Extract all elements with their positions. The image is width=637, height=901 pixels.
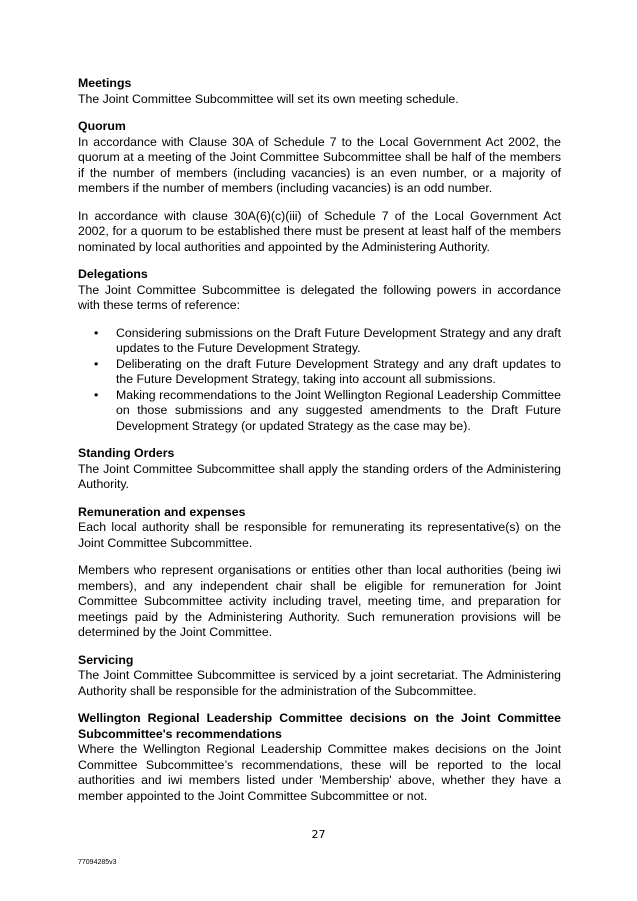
- heading-wrlc-decisions: Wellington Regional Leadership Committee decisions on the Joint Committee Subcommittee's recommendations: [78, 711, 561, 741]
- heading-remuneration: Remuneration and expenses: [78, 504, 246, 519]
- section-meetings: [78, 76, 561, 107]
- quorum-paragraph-2: In accordance with clause 30A(6)(c)(iii) of Schedule 7 of the Local Government Act 2002, for a quorum to be established there must be present at least half of the members nominated by local authorities and appointed by the Administering Authority.: [78, 208, 561, 254]
- heading-meetings: Meetings: [78, 76, 132, 90]
- meetings-text: The Joint Committee Subcommittee will set its own meeting schedule.: [78, 91, 459, 106]
- list-item-text: Making recommendations to the Joint Wellington Regional Leadership Committee on those submissions and any suggested amendments to the Draft Future Development Strategy (or updated Strategy as the case may be).: [116, 387, 561, 433]
- remuneration-paragraph-2: Members who represent organisations or entities other than local authorities (being iwi members), and any independent chair shall be eligible for remuneration for Joint Committee Subcommittee activity including travel, meeting time, and preparation for meetings paid by the Administering Authority. Such remuneration provisions will be determined by the Joint Committee.: [78, 563, 561, 639]
- heading-delegations: Delegations: [78, 267, 148, 281]
- section-quorum: [78, 119, 561, 255]
- quorum-paragraph-1: In accordance with Clause 30A of Schedule 7 to the Local Government Act 2002, the quorum at a meeting of the Joint Committee Subcommittee shall be half of the members if the number of members (including vacancies) is an even number, or a majority of members if the number of members (including vacancies) is an odd number.: [78, 134, 561, 195]
- delegations-intro: The Joint Committee Subcommittee is delegated the following powers in accordance with these terms of reference:: [78, 282, 561, 312]
- section-remuneration: [78, 505, 561, 641]
- remuneration-paragraph-1: Each local authority shall be responsible for remunerating its representative(s) on the Joint Committee Subcommittee.: [78, 520, 561, 550]
- page-number: 27: [311, 828, 326, 841]
- wrlc-decisions-text: Where the Wellington Regional Leadership Committee makes decisions on the Joint Committee Subcommittee’s recommendations, these will be reported to the local authorities and iwi members listed under 'Membership' above, whether they have a member appointed to the Joint Committee Subcommittee or not.: [78, 742, 561, 803]
- delegations-list: [78, 326, 561, 435]
- list-item: [78, 326, 561, 357]
- section-standing-orders: [78, 446, 561, 493]
- heading-servicing: Servicing: [78, 652, 134, 667]
- section-wrlc-decisions: [78, 711, 561, 804]
- section-servicing: [78, 653, 561, 700]
- list-item-text: Considering submissions on the Draft Future Development Strategy and any draft updates to the Future Development Strategy.: [116, 325, 561, 355]
- heading-quorum: Quorum: [78, 119, 126, 133]
- document-id: 77094285v3: [78, 859, 117, 866]
- list-item: [78, 388, 561, 435]
- standing-orders-text: The Joint Committee Subcommittee shall apply the standing orders of the Administering Authority.: [78, 461, 561, 491]
- page-content: [78, 76, 561, 816]
- list-item-text: Deliberating on the draft Future Development Strategy and any draft updates to the Future Development Strategy, taking into account all submissions.: [116, 356, 561, 386]
- bullet-icon: •: [94, 387, 99, 402]
- section-delegations: [78, 267, 561, 434]
- bullet-icon: •: [94, 356, 99, 371]
- servicing-text: The Joint Committee Subcommittee is serviced by a joint secretariat. The Administering Authority shall be responsible for the administration of the Subcommittee.: [78, 668, 561, 698]
- heading-standing-orders: Standing Orders: [78, 446, 175, 460]
- bullet-icon: •: [94, 325, 99, 340]
- list-item: [78, 357, 561, 388]
